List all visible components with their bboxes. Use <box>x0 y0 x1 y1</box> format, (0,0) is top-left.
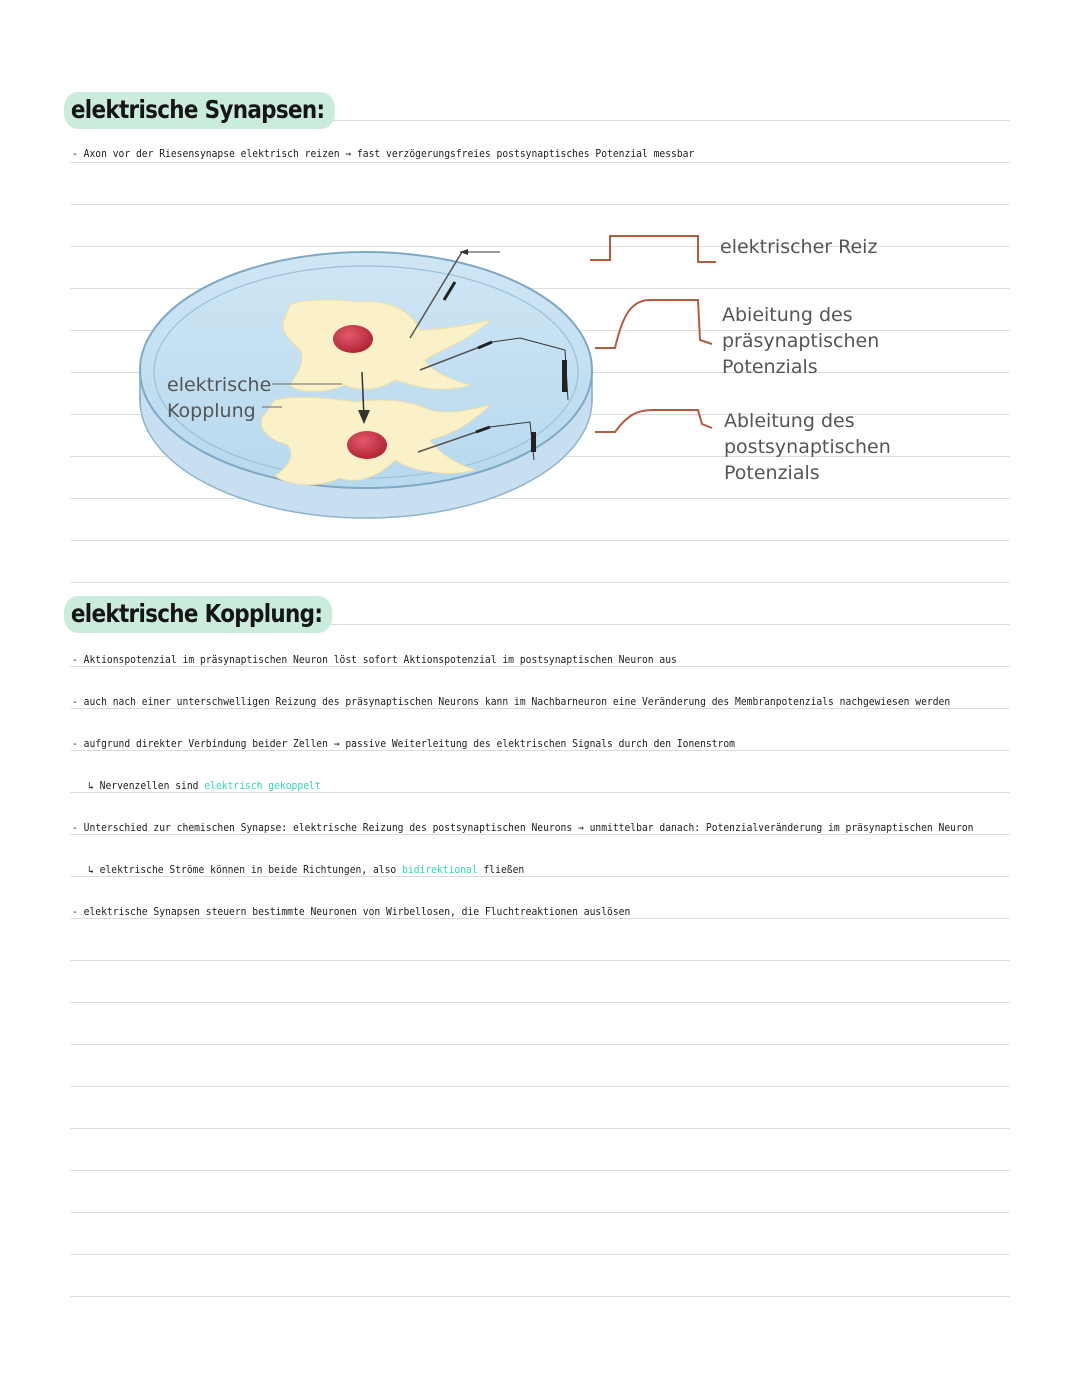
note-subline <box>88 864 524 876</box>
label-presynaptic-recording <box>722 302 879 380</box>
rule-line <box>70 876 1010 877</box>
rule-line <box>70 1212 1010 1213</box>
rule-line <box>70 1128 1010 1129</box>
postsynaptic-nucleus <box>347 431 387 459</box>
note-line: - auch nach einer unterschwelligen Reizung des präsynaptischen Neurons kann im Nachbarneuron eine Veränderung des Membranpotenzials nachgewiesen werden <box>72 696 951 708</box>
rule-line <box>70 1170 1010 1171</box>
rule-line <box>70 708 1010 709</box>
postsynaptic-trace <box>595 410 712 432</box>
subline-text: fließen <box>477 864 525 876</box>
note-line: - Aktionspotenzial im präsynaptischen Neuron löst sofort Aktionspotenzial im postsynaptischen Neuron aus <box>72 654 677 666</box>
note-line: - elektrische Synapsen steuern bestimmte Neuronen von Wirbellosen, die Fluchtreaktionen auslösen <box>72 906 631 918</box>
presynaptic-trace <box>595 300 712 348</box>
rule-line <box>70 1086 1010 1087</box>
label-electrical-coupling <box>167 372 271 424</box>
label-line: Ableitung des <box>724 410 855 432</box>
note-line: - Axon vor der Riesensynapse elektrisch reizen → fast verzögerungsfreies postsynaptisches Potenzial messbar <box>72 148 695 160</box>
section-heading-electric-synapses: elektrische Synapsen: <box>64 92 335 129</box>
highlighted-term: elektrisch gekoppelt <box>204 780 321 792</box>
note-line: - aufgrund direkter Verbindung beider Zellen → passive Weiterleitung des elektrischen Signals durch den Ionenstrom <box>72 738 736 750</box>
stimulus-trace <box>590 236 716 262</box>
rule-line <box>70 1296 1010 1297</box>
rule-line <box>70 666 1010 667</box>
presynaptic-nucleus <box>333 325 373 353</box>
rule-line <box>70 1002 1010 1003</box>
label-line: elektrische <box>167 374 272 396</box>
label-line: präsynaptischen <box>722 330 880 352</box>
subline-text: ↳ Nervenzellen sind <box>88 780 205 792</box>
label-line: Kopplung <box>167 400 256 422</box>
petri-dish-diagram <box>0 0 1080 560</box>
section-heading-electrical-coupling: elektrische Kopplung: <box>64 596 333 633</box>
rule-line <box>70 1044 1010 1045</box>
label-line: Abieitung des <box>722 304 853 326</box>
note-subline <box>88 780 321 792</box>
rule-line <box>70 834 1010 835</box>
note-line: - Unterschied zur chemischen Synapse: elektrische Reizung des postsynaptischen Neurons → unmittelbar danach: Potenzialveränderung im präsynaptischen Neuron <box>72 822 974 834</box>
highlighted-term: bidirektional <box>402 864 478 876</box>
rule-line <box>70 792 1010 793</box>
label-line: Potenzials <box>722 356 818 378</box>
rule-line <box>70 750 1010 751</box>
label-postsynaptic-recording <box>724 408 891 486</box>
rule-line <box>70 1254 1010 1255</box>
rule-line <box>70 960 1010 961</box>
subline-text: ↳ elektrische Ströme können in beide Richtungen, also <box>88 864 403 876</box>
label-line: postsynaptischen <box>724 436 891 458</box>
label-line: Potenzials <box>724 462 820 484</box>
label-stimulus: elektrischer Reiz <box>720 236 878 258</box>
rule-line <box>70 918 1010 919</box>
rule-line <box>70 582 1010 583</box>
